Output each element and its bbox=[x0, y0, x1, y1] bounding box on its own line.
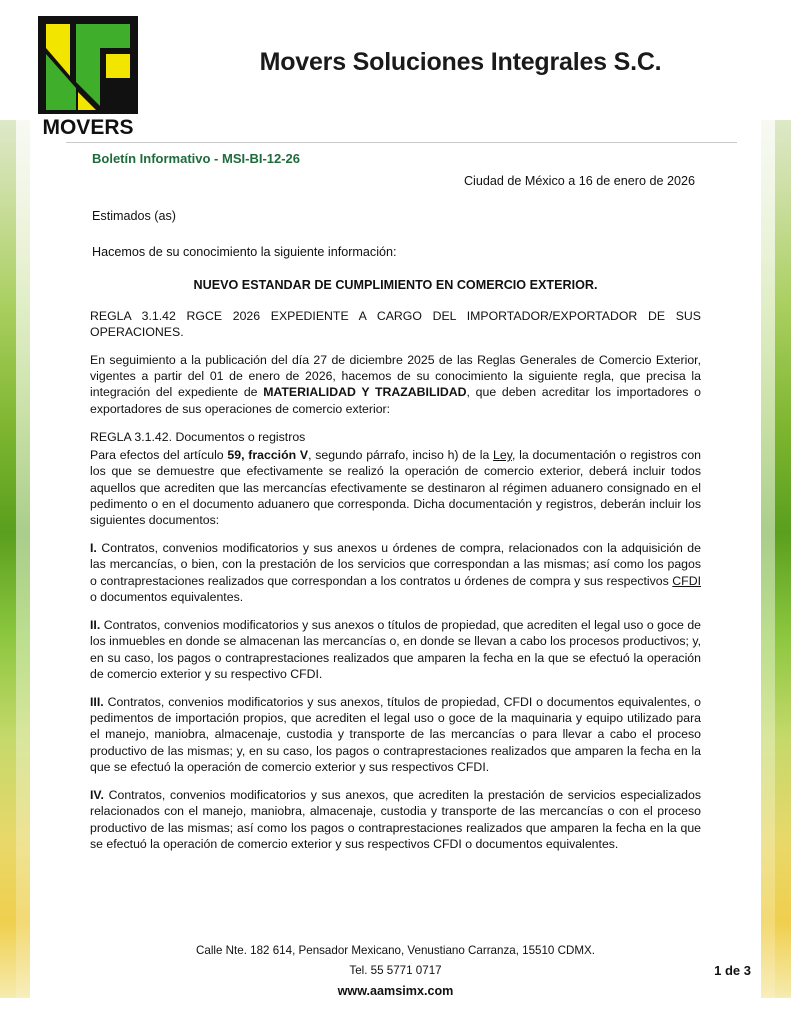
rule-heading: REGLA 3.1.42 RGCE 2026 EXPEDIENTE A CARGO DEL IMPORTADOR/EXPORTADOR DE SUS OPERACIONES. bbox=[90, 308, 701, 339]
header-divider bbox=[66, 142, 737, 143]
city-date: Ciudad de México a 16 de enero de 2026 bbox=[463, 174, 695, 189]
paragraph-1-bold: MATERIALIDAD Y TRAZABILIDAD bbox=[263, 385, 467, 400]
list-item-4 bbox=[90, 787, 701, 852]
list-item-1-part-b: o documentos equivalentes. bbox=[90, 589, 244, 604]
subject-title: NUEVO ESTANDAR DE CUMPLIMIENTO EN COMERCIO EXTERIOR. bbox=[193, 277, 598, 292]
page-number: 1 de 3 bbox=[714, 963, 751, 978]
svg-text:MOVERS: MOVERS bbox=[42, 116, 134, 139]
company-title: Movers Soluciones Integrales S.C. bbox=[259, 48, 662, 76]
list-item-2 bbox=[90, 617, 701, 682]
document-footer bbox=[90, 944, 701, 998]
list-item-3-number: III. bbox=[90, 694, 104, 709]
list-item-1-part-a: Contratos, convenios modificatorios y sus anexos u órdenes de compra, relacionados con la adquisición de las mercancías, o bien, con la prestación de los servicios que correspondan a las mismas; así como los pagos o contraprestaciones realizados que correspondan a los contratos u órdenes de compra y sus respectivos bbox=[90, 541, 701, 588]
paragraph-2-underline: Ley bbox=[493, 448, 512, 463]
list-item-3 bbox=[90, 694, 701, 775]
list-item-2-number: II. bbox=[90, 618, 101, 633]
document-header bbox=[30, 0, 761, 139]
movers-logo bbox=[36, 14, 140, 140]
list-item-2-text: Contratos, convenios modificatorios y sus anexos o títulos de propiedad, que acrediten el legal uso o goce de los inmuebles en donde se almacenan las mercancías o, en donde se llevan a cabo los procesos productivos; y, en su caso, los pagos o contraprestaciones realizados que amparen la fecha en la que se efectuó la operación de comercio exterior y su respectivo CFDI. bbox=[90, 618, 701, 681]
footer-website[interactable]: www.aamsimx.com bbox=[337, 984, 454, 998]
intro-text: Hacemos de su conocimiento la siguiente información: bbox=[92, 245, 397, 260]
page-border-left bbox=[0, 0, 30, 1024]
page-border-right bbox=[761, 0, 791, 1024]
list-item-1 bbox=[90, 540, 701, 605]
list-item-1-number: I. bbox=[90, 541, 97, 556]
page-content bbox=[30, 0, 761, 1024]
footer-address: Calle Nte. 182 614, Pensador Mexicano, Venustiano Carranza, 15510 CDMX. bbox=[196, 944, 595, 957]
paragraph-1 bbox=[90, 352, 701, 417]
list-item-4-text: Contratos, convenios modificatorios y sus anexos, que acrediten la prestación de servicios especializados relacionados con el manejo, maniobra, almacenaje, custodia y transporte de las mercancías o con el proceso productivo de las mismas; así como los pagos o contraprestaciones realizados que amparen la fecha en la que se efectuó la operación de comercio exterior y sus respectivos CFDI o documentos equivalentes. bbox=[90, 788, 701, 851]
bulletin-label: Boletín Informativo - MSI-BI-12-26 bbox=[92, 151, 301, 166]
paragraph-2-part-c: , la documentación o registros con los que se demuestre que efectivamente se realizó la operación de comercio exterior, deberá incluir todos aquellos que acrediten que las mercancías efectivamente se destinaron al régimen aduanero consignado en el pedimento o en el documento aduanero que corresponda. Dicha documentación y registros, deberán incluir los siguientes documentos: bbox=[90, 448, 701, 527]
paragraph-1-part-b: , que deben acreditar los importadores o exportadores de sus operaciones de comercio exterior: bbox=[90, 385, 701, 416]
page-corner-top-left bbox=[0, 0, 34, 120]
footer-phone: Tel. 55 5771 0717 bbox=[349, 964, 442, 977]
list-item-4-number: IV. bbox=[90, 788, 104, 803]
paragraph-2-part-a: Para efectos del artículo bbox=[90, 448, 228, 463]
rule-subheading: REGLA 3.1.42. Documentos o registros bbox=[90, 429, 306, 444]
list-item-3-text: Contratos, convenios modificatorios y sus anexos, títulos de propiedad, CFDI o documentos equivalentes, o pedimentos de importación propios, que acrediten el legal uso o goce de la maquinaria y equipo utilizado para el manejo, maniobra, almacenaje, custodia y transporte de las mercancías o para llevar a cabo el proceso productivo de las mismas; y, en su caso, los pagos o contraprestaciones realizados que amparen la fecha en la que se efectuó la operación de comercio exterior y sus respectivos CFDI. bbox=[90, 694, 701, 774]
paragraph-2 bbox=[90, 447, 701, 528]
list-item-1-underline: CFDI bbox=[672, 573, 701, 588]
document-body bbox=[90, 150, 701, 864]
paragraph-2-bold: 59, fracción V bbox=[227, 448, 309, 463]
paragraph-1-part-a: En seguimiento a la publicación del día 27 de diciembre 2025 de las Reglas Generales de Comercio Exterior, vigentes a partir del 01 de enero de 2026, hacemos de su conocimiento la siguiente regla, que precisa la integración del expediente de bbox=[90, 353, 701, 400]
paragraph-2-part-b: , segundo párrafo, inciso h) de la bbox=[308, 448, 494, 463]
page-corner-top-right bbox=[757, 0, 791, 120]
greeting-text: Estimados (as) bbox=[92, 208, 176, 223]
